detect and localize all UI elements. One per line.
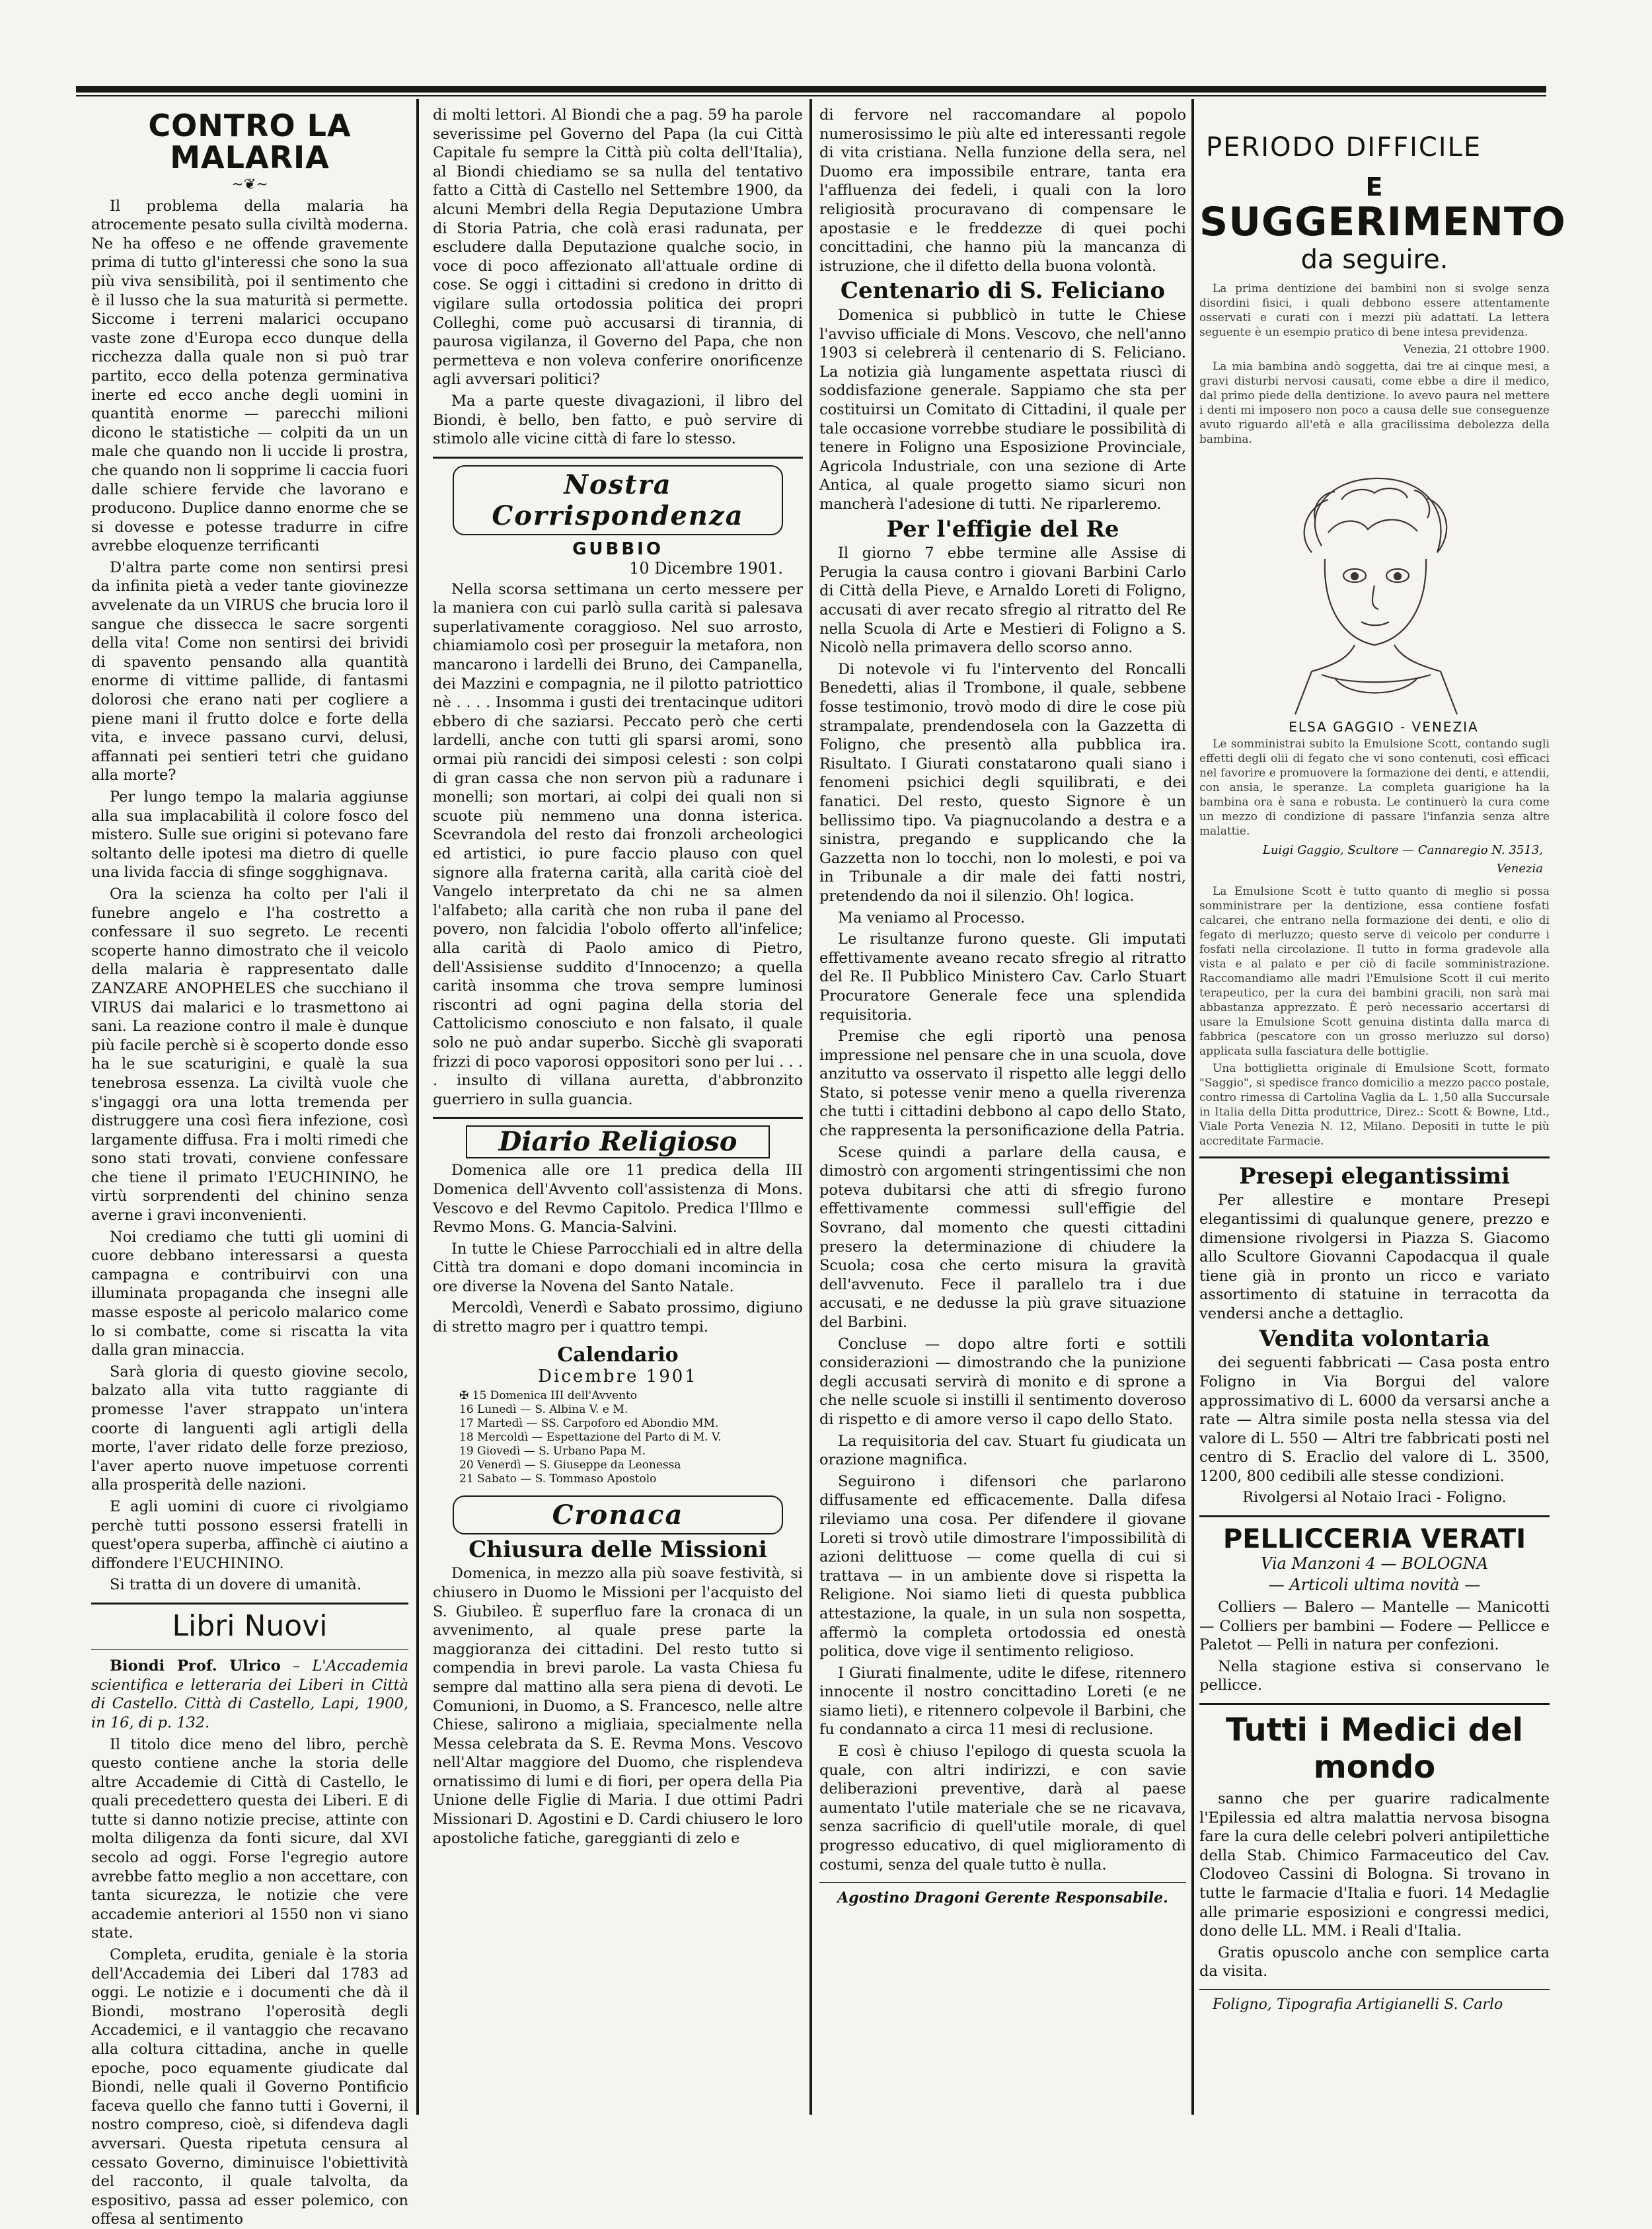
libri-title: Libri Nuovi	[172, 1608, 328, 1643]
paragraph: Il giorno 7 ebbe termine alle Assise di Perugia la causa contro i giovani Barbini Carlo di Città della Pieve, e Arnaldo Loreti di Foligno, accusati di aver recato sfregio al ritratto del Re nella Scuola di Arte e Mestieri di Foligno a S. Nicolò nella primavera dello scorso anno.	[819, 545, 1186, 657]
pellicceria-address: Via Manzoni 4 — BOLOGNA	[1260, 1554, 1489, 1573]
calendar-row: 21 Sabato — S. Tommaso Apostolo	[459, 1472, 657, 1486]
section-divider	[1199, 1989, 1550, 1990]
column-4	[1199, 106, 1566, 2111]
calendar-row: 20 Venerdì — S. Giuseppe da Leonessa	[459, 1458, 681, 1472]
section-divider	[433, 457, 803, 459]
presepi-title: Presepi elegantissimi	[1239, 1162, 1510, 1190]
ad-letter-body: Le somministrai subito la Emulsione Scott, contando sugli effetti degli olii di fegato che vi sono contenuti, così efficaci nel favorire e promuovere la formazione dei denti, e attendii, con ansia, le speranze. La completa guarigione ha la bambina ora è sana e robusta. Le continuerò la cura come un mezzo di condizione di passare l'infanzia senza altre malattie.	[1199, 737, 1550, 838]
paragraph: di molti lettori. Al Biondi che a pag. 59 ha parole severissime pel Governo del Papa (la cui Città Capitale fu sempre la Città più colta dell'Italia), al Biondi chiediamo se sa nulla del tentativo fatto a Città di Castello nel Settembre 1900, da alcuni Membri della Regia Deputazione Umbra di Storia Patria, che colà erasi radunata, per escludere dalla Deputazione qualche socio, in voce di poco affezionato all'attuale ordine di cose. Se oggi i cittadini si credono in dritto di vigilare sulla ortodossia politica dei propri Colleghi, come può accusarsi di tirannia, di paurosa vigilanza, il Governo del Papa, che non permetteva e non voleva conferire onorificenze agli avversari politici?	[433, 106, 803, 389]
calendar-title: Calendario	[557, 1343, 679, 1367]
calendar-row: 18 Mercoldì — Espettazione del Parto di M. V.	[459, 1430, 722, 1444]
medici-title: Tutti i Medici del mondo	[1226, 1712, 1523, 1786]
ad-letter-signature: Luigi Gaggio, Scultore — Cannaregio N. 3513, Venezia	[1262, 843, 1543, 876]
section-divider	[91, 1603, 408, 1605]
malaria-title: CONTRO LA MALARIA	[148, 108, 352, 176]
top-rule-thick	[76, 86, 1546, 93]
paragraph: Nella stagione estiva si conservano le pellicce.	[1199, 1657, 1550, 1694]
section-divider	[819, 1882, 1186, 1883]
top-rule-thin	[76, 95, 1546, 96]
corrispondenza-date: 10 Dicembre 1901.	[629, 558, 783, 578]
ad-headline-sub: da seguire.	[1300, 245, 1448, 275]
paragraph: Il titolo dice meno del libro, perchè questo contiene anche la storia delle altre Accademie di Città di Castello, le quali precedettero questa dei Liberi. E di tutte si danno notizie precise, attinte con molta diligenza da fonti sicure, dal XVI secolo ad oggi. Forse l'egregio autore avrebbe fatto meglio a non accettare, con tanta sicurezza, le notizie che vere accademie anteriori al 1550 non vi siano state.	[91, 1735, 408, 1942]
paragraph: I Giurati finalmente, udite le difese, ritennero innocente il nostro concittadino Loreti (e ne siamo lieti), e ritennero colpevole il Barbini, che fu condannato a circa 11 mesi di reclusione.	[819, 1664, 1186, 1739]
paragraph: dei seguenti fabbricati — Casa posta entro Foligno in Via Borgui del valore approssimativo di L. 6000 da versarsi anche a rate — Altra simile posta nella stessa via del valore di L. 550 — Altri tre fabbricati posti nel centro di S. Eraclio del valore di L. 3500, 1200, 800 cedibili alle stesse condizioni.	[1199, 1354, 1550, 1485]
paragraph: Domenica si pubblicò in tutte le Chiese l'avviso ufficiale di Mons. Vescovo, che nell'anno 1903 si celebrerà il centenario di S. Feliciano. La notizia già lungamente aspettata riuscì di soddisfazione generale. Sappiamo che sta per costituirsi un Comitato di Cittadini, il quale per tale occasione vorrebbe studiare le possibilità di tenere in Foligno una Esposizione Provinciale, Agricola Industriale, con una sezione di Arte Antica, al quale progetto siamo sicuri non mancherà l'adesione di tutti. Ne riparleremo.	[819, 307, 1186, 513]
paragraph: Di notevole vi fu l'intervento del Roncalli Benedetti, alias il Trombone, il quale, sebbene fosse testimonio, trovò modo di dire le cose più strampalate, prendendosela con la Gazzetta di Foligno, che presentò alla pubblica ira. Risultato. I Giurati constatarono quali siano i fenomeni psichici degli squilibrati, e dei fanatici. Del resto, questo Signore è un bellissimo tipo. Va piagnucolando a destra e a sinistra, pregando e supplicando che la Gazzetta non lo tocchi, non lo molesti, e poi va in Tribunale a dir male dei fatti nostri, pretendendo da noi il silenzio. Oh! logica.	[819, 660, 1186, 905]
paragraph: Seguirono i difensori che parlarono diffusamente ed efficacemente. Dalla difesa rileviamo una cosa. Per difendere il giovane Loreti si trovò utile dimostrare l'impossibilità di azioni delittuose — come quella di cui si trattava — in un ambiente dove si rispetta la Religione. Noi siamo lieti di questa pubblica attestazione, la quale, in un sula non sospetta, affermò la completa ortodossia ed onestà politica, dove vige il sentimento religioso.	[819, 1472, 1186, 1661]
paragraph: Domenica, in mezzo alla più soave festività, si chiusero in Duomo le Missioni per l'acquisto del S. Giubileo. È superfluo fare la cronaca di un avvenimento, al quale prese parte la maggioranza dei cittadini. Del resto tutto si compendia in brevi parole. La vasta Chiesa fu sempre dal mattino alla sera piena di devoti. Le Comunioni, in Duomo, a S. Francesco, nelle altre Chiese, salirono a migliaia, specialmente nella Messa celebrata da S. E. Revma Mons. Vescovo nell'Altar maggiore del Duomo, che risplendeva ornatissimo di lumi e di fiori, per opera della Pia Unione delle Figlie di Maria. I due ottimi Padri Missionari D. Agostini e D. Cardi chiusero le loro apostoliche fatiche, gareggianti di zelo e	[433, 1565, 803, 1847]
ad-letter-date: Venezia, 21 ottobre 1900.	[1403, 343, 1550, 356]
vendita-title: Vendita volontaria	[1259, 1325, 1490, 1352]
paragraph: La requisitoria del cav. Stuart fu giudicata un orazione magnifica.	[819, 1432, 1186, 1469]
paragraph: Premise che egli riportò una penosa impressione nel pensare che in una scuola, dove anzitutto va osservato il rispetto alle leggi dello Stato, si potesse venir meno a quella riverenza che tutti i cittadini debbono al capo dello Stato, che rappresenta la personificazione della Patria.	[819, 1028, 1186, 1140]
paragraph: Mercoldì, Venerdì e Sabato prossimo, digiuno di stretto magro per i quattro tempi.	[433, 1299, 803, 1336]
feliciano-title: Centenario di S. Feliciano	[840, 278, 1166, 305]
paragraph: di fervore nel raccomandare al popolo numerosissimo le più alte ed interessanti regole di vita cristiana. Nella funzione della sera, nel Duomo era impossibile entrare, tanta era l'affluenza dei fedeli, i quali con la loro religiosità procuravano di compensare le apostasie e le freddezze di quei pochi concittadini, che hanno più la mancanza di istruzione, che il difetto della buona volontà.	[819, 106, 1186, 275]
paragraph: Concluse — dopo altre forti e sottili considerazioni — dimostrando che la punizione degli accusati servirà di monito e di sprone a che nelle scuole si instilli il sentimento doveroso di rispetto e di amore verso il capo dello Stato.	[819, 1335, 1186, 1428]
section-divider	[433, 1117, 803, 1119]
ad-headline-top: PERIODO DIFFICILE	[1206, 132, 1482, 163]
paragraph: Colliers — Balero — Mantelle — Manicotti — Colliers per bambini — Fodere — Pellicce e Paletot — Pelli in natura per confezioni.	[1199, 1599, 1550, 1654]
paragraph: Si tratta di un dovere di umanità.	[110, 1576, 361, 1594]
ad-body: La Emulsione Scott è tutto quanto di meglio si possa somministrare per la dentizione, essa contiene fosfati calcarei, che entrano nella formazione dei denti, e olio di fegato di merluzzo; questo serve di veicolo per condurre i fosfati nella circolazione. Il tutto in forma gradevole alla vista e al palato e per ciò di facile somministrazione. Raccomandiamo alle madri l'Emulsione Scott il cui merito terapeutico, per la cura dei bambini gracili, non sarà mai abbastanza apprezzato. È però necessario accertarsi di usare la Emulsione Scott genuina distinta dalla marca di fabbrica (pescatore con un grosso merluzzo sul dorso) applicata sulla fasciatura delle bottiglie.	[1199, 884, 1550, 1058]
calendar-list	[459, 1389, 803, 1486]
libri-lead	[91, 1657, 408, 1732]
calendar-row: ✠ 15 Domenica III dell'Avvento	[459, 1388, 638, 1402]
paragraph: D'altra parte come non sentirsi presi da infinita pietà a veder tante giovinezze avvelenate da un VIRUS che brucia loro il sangue che dissecca le sacre sorgenti della vita! Come non sentirsi dei brividi di spavento pensando alla quantità enorme di vittime pallide, di fantasmi dolorosi che erano nati per cogliere a piene mani il frutto dolce e forte della vita, e invece passano curvi, delusi, affannati pei sentieri tetri che guidano alla morte?	[91, 558, 408, 784]
cronaca-title: Cronaca	[453, 1495, 783, 1534]
paragraph: Noi crediamo che tutti gli uomini di cuore debbano interessarsi a questa campagna e contribuirvi con una illuminata propaganda che insegni alle masse esposte al pericolo malarico come lo si combatte, come si riscatta la vita dalla gran minaccia.	[91, 1228, 408, 1359]
missioni-title: Chiusura delle Missioni	[469, 1536, 767, 1563]
ad-letter: La mia bambina andò soggetta, dai tre ai cinque mesi, a gravi disturbi nervosi causati, come ebbe a dire il medico, dal primo piede della dentizione. Io avevo paura nel mettere i denti mi imposero non poco a causa delle sue conseguenze avuto riguardo all'età e alla gracilissima debolezza della bambina.	[1199, 360, 1550, 446]
paragraph: Per allestire e montare Presepi elegantissimi di qualunque genere, prezzo e dimensione rivolgersi in Piazza S. Giacomo allo Scultore Giovanni Capodacqua il quale tiene già in pronto un ricco e variato assortimento di statuine in terracotta da vendersi anche a dettaglio.	[1199, 1191, 1550, 1323]
paragraph: Ora la scienza ha colto per l'ali il funebre angelo e l'ha costretto a confessare il suo segreto. Le recenti scoperte hanno dimostrato che il veicolo della malaria è rappresentato dalle ZANZARE ANOPHELES che succhiano il VIRUS dai malarici e lo trasmettono ai sani. La reazione contro il male è dunque più facile perchè si è scoperto donde esso ha le sue scaturigini, e qualè la sua tenebrosa essenza. La civiltà vuole che s'ingaggi ora una lotta tremenda per distruggere una così fiera infezione, così largamente diffusa. Fra i molti rimedi che sono stati trovati, conviene confessare che tiene il primato l'EUCHININO, he virtù sorprendenti del chinino senza averne i gravi inconvenienti.	[91, 885, 408, 1225]
calendar-row: 17 Martedì — SS. Carpoforo ed Abondio MM.	[459, 1416, 719, 1430]
section-divider	[1199, 1156, 1550, 1158]
portrait-caption: ELSA GAGGIO - VENEZIA	[1289, 719, 1479, 735]
ad-footnote: Una bottiglietta originale di Emulsione Scott, formato "Saggio", si spedisce franco domicilio a mezzo pacco postale, contro rimessa di Cartolina Vaglia da L. 1,50 alla Succursale in Italia della Ditta produttrice, Direz.: Scott & Bowne, Ltd., Viale Porta Venezia N. 12, Milano. Depositi in tutte le più accreditate Farmacie.	[1199, 1061, 1550, 1148]
paragraph: Scese quindi a parlare della causa, e dimostrò con argomenti stringentissimi che non poteva dubitarsi che atti di sfregio furono effettivamente commessi sull'effigie del Sovrano, dal momento che questi cittadini presero la determinazione di chiudere la Scuola; cosa che certo misura la gravità dell'avvenuto. Fece il parallelo tra i due accusati, e ne dedusse la più grave situazione del Barbini.	[819, 1143, 1186, 1331]
paragraph: Per lungo tempo la malaria aggiunse alla sua implacabilità il colore fosco del mistero. Sulle sue origini si potevano fare soltanto delle ipotesi ma dietro di quelle una livida faccia di sfinge sogghignava.	[91, 788, 408, 882]
column-rule-2	[809, 99, 812, 2115]
calendar-month: Dicembre 1901	[538, 1366, 698, 1386]
calendar-row: 19 Giovedì — S. Urbano Papa M.	[459, 1444, 646, 1458]
paragraph: sanno che per guarire radicalmente l'Epilessia ed altra malattia nervosa bisogna fare la cura delle celebri polveri antipilettiche della Stab. Chimico Farmaceutico del Cav. Clodoveo Cassini di Bologna. Si trovano in tutte le farmacie d'Italia e fuori. 14 Medaglie alle primarie esposizioni e congressi medici, dono delle LL. MM. i Reali d'Italia.	[1199, 1790, 1550, 1940]
pellicceria-title: PELLICCERIA VERATI	[1222, 1524, 1526, 1555]
column-2	[433, 106, 803, 2111]
ad-headline-main: E SUGGERIMENTO	[1199, 172, 1566, 245]
paragraph: E così è chiuso l'epilogo di questa scuola la quale, con altri indirizzi, e con savie deliberazioni preventive, darà al paese aumentato l'utile materiale che se ne ricavava, senza sacrificio di quell'utile morale, di quel progresso educativo, di quel miglioramento di costumi, senza del quale tutto è nulla.	[819, 1743, 1186, 1873]
corrispondenza-title: Nostra Corrispondenza	[453, 465, 783, 535]
corrispondenza-place: GUBBIO	[572, 539, 663, 559]
paragraph: In tutte le Chiese Parrocchiali ed in altre della Città tra domani e dopo domani incomincia in ore diverse la Novena del Santo Natale.	[433, 1240, 803, 1295]
paragraph: Domenica alle ore 11 predica della III Domenica dell'Avvento coll'assistenza di Mons. Vescovo e del Revmo Capitolo. Predica l'Illmo e Revmo Mons. G. Mancia-Salvini.	[433, 1162, 803, 1236]
paragraph: Le risultanze furono queste. Gli imputati effettivamente aveano recato sfregio al ritratto del Re. Il Pubblico Ministero Cav. Carlo Stuart Procuratore Generale fece una splendida requisitoria.	[819, 930, 1186, 1024]
paragraph: Nella scorsa settimana un certo messere per la maniera con cui parlò sulla carità si palesava superlativamente coraggioso. Nel suo arrosto, chiamiamolo così per proseguir la metafora, non mancarono i lardelli dei Bruno, dei Campanella, dei Mazzini e compagnia, ne il pilotto patriottico nè . . . . Insomma i gusti dei trentacinque uditori ebbero di che saziarsi. Peccato però che certi lardelli, anche con tutti gli sparsi aromi, sono ormai più rancidi dei simposi celesti : son colpi di gran cassa che non servon più a radunare i monelli; son mortari, ai colpi dei quali non si scuote più nemmeno una donna isterica. Scevrandola del resto dai fronzoli archeologici ed artistici, io pure faccio plauso con quel signore alla fraterna carità, alla carità cioè del Vangelo interpretato da chi ne sa almen l'alfabeto; alla carità che non ruba il pane del povero, non falcidia l'obolo offerto all'infelice; alla carità di Paolo amico di Pietro, dell'Assisiense suddito d'Innocenzo; a quella carità insomma che trova sempre luminosi riscontri ad ogni pagina della storia del Cattolicismo conosciuto e non falsato, il quale solo ne può andar superbo. Sicchè gli svaporati frizzi di poco vaporosi oppositori sono per lui . . . . insulto di villana auretta, d'abbronzito guerriero in sulla guancia.	[433, 580, 803, 1108]
libri-citation: – L'Accademia scientifica e letteraria dei Liberi in Città di Castello. Città di Castello, Lapi, 1900, in 16, di p. 132.	[91, 1657, 408, 1731]
paragraph: Il problema della malaria ha atrocemente pesato sulla civiltà moderna. Ne ha offeso e ne offende gravemente prima di tutto gl'interessi che sono la sua più viva sensibilità, poi il sentimento che è il lusso che la sua maturità si permette. Siccome i terreni malarici occupano vaste zone d'Europa ecco dunque della ricchezza dalla quale non si può trar partito, ecco della potenza germinativa inerte ed ecco anche degli uomini in quantità enorme — parecchi milioni dicono le statistiche — colpiti da un un male che quando non li uccide li prostra, che quando non li sopprime li caccia fuori dalle schiere fervide che lavorano e producono. Duplice danno enorme che se si dovesse e potesse tradurre in cifre avrebbe eloquenze terrificanti	[91, 197, 408, 555]
section-divider	[91, 1649, 408, 1650]
pellicceria-tagline: — Articoli ultima novità —	[1268, 1575, 1481, 1595]
paragraph: Rivolgersi al Notaio Iraci - Foligno.	[1242, 1489, 1507, 1507]
printer-footer: Foligno, Tipografia Artigianelli S. Carlo	[1213, 1996, 1503, 2013]
ad-intro: La prima dentizione dei bambini non si svolge senza disordini fisici, i quali debbono essere attentamente osservati e curati con i mezzi più adattati. La lettera seguente è un esempio pratico di bene intesa previdenza.	[1199, 282, 1550, 339]
paragraph: Ma veniamo al Processo.	[838, 909, 1026, 926]
diario-title: Diario Religioso	[466, 1125, 770, 1158]
column-1	[91, 106, 408, 2228]
section-divider	[1199, 1515, 1550, 1517]
gerente-signature: Agostino Dragoni Gerente Responsabile.	[837, 1889, 1168, 1907]
column-rule-1	[416, 99, 419, 2115]
malaria-article	[91, 197, 408, 1595]
child-portrait-image	[1249, 453, 1500, 718]
section-divider	[1199, 1703, 1550, 1705]
column-rule-3	[1191, 99, 1194, 2115]
ornament-icon: ~❦~	[231, 176, 268, 193]
effigie-title: Per l'effigie del Re	[886, 515, 1119, 543]
ad-headline-e: E	[1365, 172, 1384, 202]
paragraph: Sarà gloria di questo giovine secolo, balzato alla vita tutto raggiante di promesse l'aver strappato un'intera coorte di languenti agli artigli della morte, l'aver ridato delle forze prezioso, l'aver aperto nuove impetuose correnti alla prosperità delle nazioni.	[91, 1363, 408, 1494]
column-3	[819, 106, 1186, 2111]
paragraph: Gratis opuscolo anche con semplice carta da visita.	[1199, 1944, 1550, 1981]
paragraph: Ma a parte queste divagazioni, il libro del Biondi, è bello, ben fatto, e può servire di stimolo alle vicine città di fare lo stesso.	[433, 392, 803, 448]
paragraph: Completa, erudita, geniale è la storia dell'Accademia dei Liberi dal 1783 ad oggi. Le notizie e i documenti che dà il Biondi, mostrano l'operosità degli Accademici, e il vantaggio che recavano alla coltura cittadina, anche in quelle epoche, poco equamente giudicate dal Biondi, nelle quali il Governo Pontificio faceva quello che fanno tutti i Governi, il nostro compreso, cioè, si difendeva dagli avversari. Questa ripetuta censura al cessato Governo, diminuisce l'obiettività del racconto, il quale talvolta, da espositivo, passa ad esser polemico, con offesa al sentimento	[91, 1946, 408, 2228]
paragraph: E agli uomini di cuore ci rivolgiamo perchè tutti possono essersi fratelli in quest'opera superba, affinchè ci aiutino a diffondere l'EUCHININO.	[91, 1497, 408, 1572]
calendar-row: 16 Lunedì — S. Albina V. e M.	[459, 1402, 628, 1416]
libri-author: Biondi Prof. Ulrico	[110, 1657, 281, 1675]
